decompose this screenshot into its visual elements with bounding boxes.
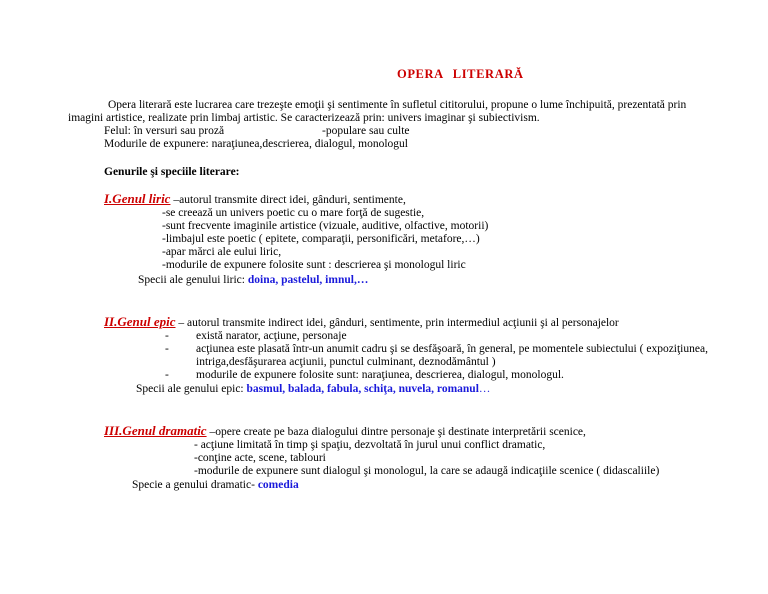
liric-species: doina, pastelul, imnul,… [247, 274, 369, 286]
epic-item: modurile de expunere folosite sunt: naraţiunea, descrierea, dialogul, monologul. [196, 369, 564, 381]
liric-heading: I.Genul liric [104, 191, 171, 206]
moduri-line: Modurile de expunere: naraţiunea,descrierea, dialogul, monologul [104, 138, 409, 150]
epic-item: acţiunea este plasată într-un anumit cadru şi se desfăşoară, în general, pe momentele subiectului ( expoziţiunea, [196, 343, 708, 355]
epic-species-line [136, 383, 490, 396]
dramatic-species: comedia [257, 479, 299, 491]
epic-item: există narator, acţiune, personaje [196, 330, 347, 342]
epic-first-line: – autorul transmite indirect idei, gânduri, sentimente, prin intermediul acţiunii şi al personajelor [175, 317, 619, 329]
dramatic-species-line [132, 479, 299, 492]
dramatic-species-label: Specie a genului dramatic- [132, 479, 258, 491]
epic-bullet-dash: - [165, 343, 169, 355]
liric-item: -limbajul este poetic ( epitete, comparaţii, personificări, metafore,…) [162, 233, 480, 245]
epic-species-label: Specii ale genului epic: [136, 383, 247, 395]
epic-heading: II.Genul epic [104, 314, 176, 329]
page-title: OPERA LITERARĂ [397, 67, 524, 81]
dramatic-header-line [104, 424, 586, 439]
epic-species-ellipsis: … [478, 383, 491, 395]
epic-header-line [104, 315, 619, 330]
intro-line-1: Opera literară este lucrarea care trezeşte emoţii şi sentimente în sufletul cititorului, propune o lume închipuită, prezentată prin [108, 99, 687, 111]
liric-header-line [104, 192, 406, 207]
intro-line-2: imagini artistice, realizate prin limbaj artistic. Se caracterizează prin: univers imaginar şi subiectivism. [68, 112, 540, 124]
dramatic-heading: III.Genul dramatic [104, 423, 207, 438]
liric-item: -sunt frecvente imaginile artistice (vizuale, auditive, olfactive, motorii) [162, 220, 489, 232]
felul-label: Felul: în versuri sau proză [104, 125, 225, 137]
liric-species-label: Specii ale genului liric: [138, 274, 248, 286]
epic-item: intriga,desfăşurarea acţiunii, punctul culminant, deznodământul ) [196, 356, 496, 368]
felul-value: -populare sau culte [322, 125, 410, 137]
liric-species-line [138, 274, 368, 287]
dramatic-item: - acţiune limitată în timp şi spaţiu, dezvoltată în jurul unui conflict dramatic, [194, 439, 546, 451]
epic-bullet-dash: - [165, 369, 169, 381]
dramatic-item: -conţine acte, scene, tablouri [194, 452, 326, 464]
epic-bullet-dash: - [165, 330, 169, 342]
genres-heading: Genurile şi speciile literare: [104, 166, 240, 178]
liric-item: -modurile de expunere folosite sunt : descrierea şi monologul liric [162, 259, 466, 271]
liric-item: -apar mărci ale eului liric, [162, 246, 282, 258]
dramatic-first-line: –opere create pe baza dialogului dintre personaje şi destinate interpretării scenice, [206, 426, 586, 438]
epic-species: basmul, balada, fabula, schiţa, nuvela, romanul [246, 383, 479, 395]
liric-item: -se creează un univers poetic cu o mare forţă de sugestie, [162, 207, 425, 219]
liric-first-line: –autorul transmite direct idei, gânduri, sentimente, [170, 194, 406, 206]
dramatic-item: -modurile de expunere sunt dialogul şi monologul, la care se adaugă indicaţiile scenice ( didascaliile) [194, 465, 660, 477]
